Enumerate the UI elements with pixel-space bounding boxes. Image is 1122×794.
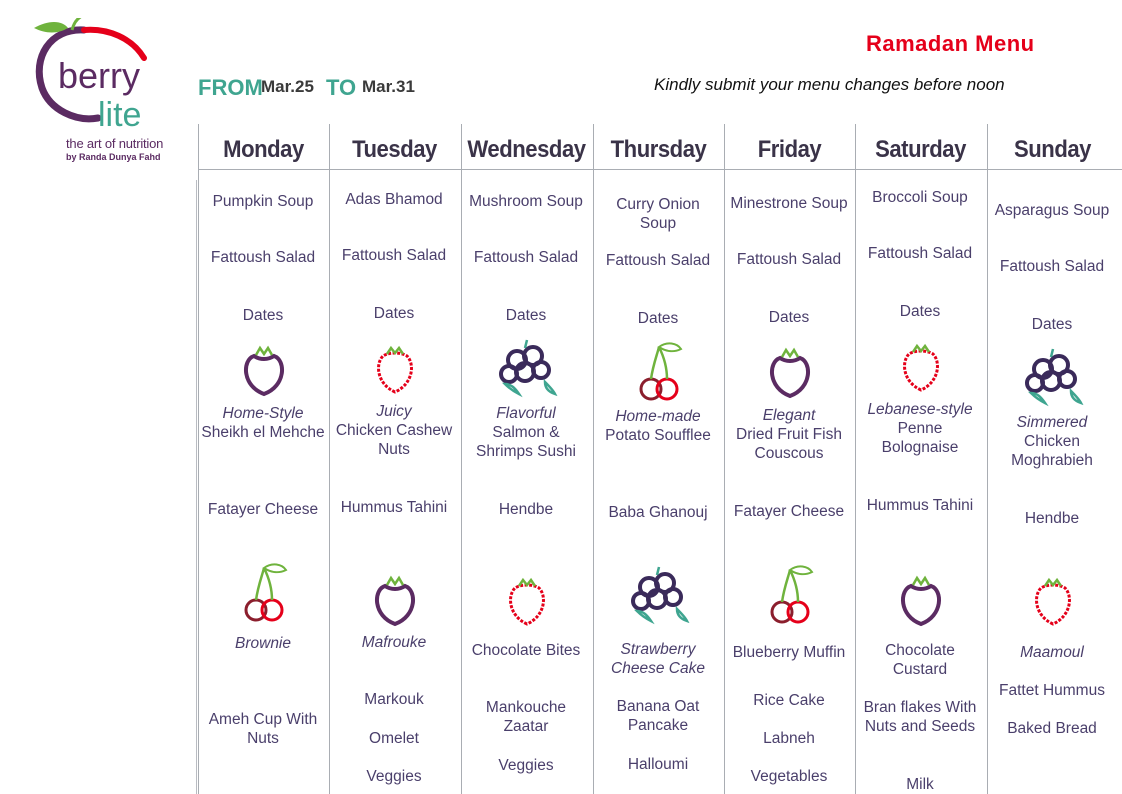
main-course — [858, 400, 982, 457]
dates-item: Dates — [768, 309, 810, 326]
suhoor-item: Baked Bread — [1007, 720, 1097, 737]
day-header-wednesday: Wednesday — [467, 136, 586, 163]
main-course-style: Home-made — [615, 408, 701, 425]
day-header-saturday: Saturday — [875, 136, 966, 163]
left-margin-panel — [0, 180, 197, 794]
soup-item: Adas Bhamod — [345, 191, 443, 208]
dates-item: Dates — [899, 303, 941, 320]
main-course-style: Elegant — [762, 407, 816, 424]
grid-line — [198, 124, 199, 794]
dates-item: Dates — [505, 307, 547, 324]
side-item: Hendbe — [1024, 510, 1080, 527]
main-course-style: Home-Style — [222, 405, 304, 422]
day-header-tuesday: Tuesday — [352, 136, 437, 163]
soup-item: Mushroom Soup — [469, 193, 583, 210]
main-course-name: Potato Soufflee — [605, 427, 711, 444]
main-course — [201, 404, 325, 442]
suhoor-item: Fattet Hummus — [999, 682, 1105, 699]
main-course-style: Simmered — [1016, 414, 1088, 431]
strawberry-icon — [363, 334, 427, 398]
side-item: Hummus Tahini — [340, 499, 448, 516]
strawberry-icon — [889, 332, 953, 396]
from-label: FROM — [198, 75, 263, 100]
main-course-name: Penne Bolognaise — [881, 420, 959, 456]
fig-icon — [758, 338, 822, 402]
side-item: Fatayer Cheese — [733, 503, 845, 520]
dessert-item: Strawberry Cheese Cake — [611, 641, 705, 677]
grid-line — [461, 124, 462, 794]
main-course — [332, 402, 456, 459]
soup-item: Asparagus Soup — [994, 202, 1110, 219]
grid-line — [855, 124, 856, 794]
dessert-item: Chocolate Bites — [471, 642, 581, 659]
main-course — [464, 404, 588, 461]
grapes-icon — [627, 563, 691, 627]
day-header-monday: Monday — [223, 136, 304, 163]
berry-lite-logo-icon — [28, 18, 168, 136]
grid-line — [987, 124, 988, 794]
soup-item: Curry Onion Soup — [616, 196, 700, 232]
side-item: Baba Ghanouj — [608, 504, 708, 521]
dessert-item: Maamoul — [1020, 644, 1084, 661]
suhoor-item: Vegetables — [750, 768, 828, 785]
dates-item: Dates — [373, 305, 415, 322]
fig-icon — [232, 336, 296, 400]
page-title: Ramadan Menu — [866, 31, 1035, 56]
logo-byline: by Randa Dunya Fahd — [66, 152, 161, 162]
salad-item: Fattoush Salad — [999, 258, 1105, 275]
to-label: TO — [326, 75, 357, 100]
day-header-friday: Friday — [757, 136, 822, 163]
dates-item: Dates — [242, 307, 284, 324]
grid-line — [329, 124, 330, 794]
main-course-style: Flavorful — [496, 405, 556, 422]
submission-note: Kindly submit your menu changes before noon — [654, 75, 1005, 94]
soup-item: Broccoli Soup — [872, 189, 968, 206]
from-date: Mar.25 — [261, 77, 314, 96]
suhoor-item: Rice Cake — [753, 692, 825, 709]
suhoor-item: Milk — [906, 776, 934, 793]
strawberry-icon — [495, 566, 559, 630]
logo-panel — [0, 0, 196, 180]
suhoor-item: Labneh — [763, 730, 815, 747]
soup-item: Pumpkin Soup — [212, 193, 314, 210]
cherry-icon — [758, 562, 822, 626]
main-course-name: Chicken Cashew Nuts — [335, 422, 453, 458]
header-divider — [198, 169, 1122, 170]
suhoor-item: Omelet — [369, 730, 419, 747]
salad-item: Fattoush Salad — [867, 245, 973, 262]
suhoor-item: Halloumi — [627, 756, 689, 773]
grapes-icon — [1021, 345, 1085, 409]
cherry-icon — [627, 339, 691, 403]
suhoor-item: Veggies — [366, 768, 422, 785]
dessert-item: Blueberry Muffin — [732, 644, 846, 661]
grapes-icon — [495, 336, 559, 400]
logo-tagline: the art of nutrition — [66, 136, 164, 151]
main-course — [727, 406, 851, 463]
main-course-name: Chicken Moghrabieh — [1011, 433, 1093, 469]
day-header-sunday: Sunday — [1014, 136, 1091, 163]
salad-item: Fattoush Salad — [473, 249, 579, 266]
salad-item: Fattoush Salad — [605, 252, 711, 269]
salad-item: Fattoush Salad — [210, 249, 316, 266]
dates-item: Dates — [637, 310, 679, 327]
dessert-item: Brownie — [235, 635, 291, 652]
suhoor-item: Mankouche Zaatar — [485, 699, 567, 735]
dessert-item: Mafrouke — [361, 634, 427, 651]
suhoor-item: Veggies — [498, 757, 554, 774]
main-course-style: Juicy — [376, 403, 412, 420]
to-date: Mar.31 — [362, 77, 415, 96]
side-item: Hendbe — [498, 501, 554, 518]
strawberry-icon — [1021, 566, 1085, 630]
main-course — [596, 407, 720, 445]
side-item: Fatayer Cheese — [207, 501, 319, 518]
main-course-style: Lebanese-style — [867, 401, 973, 418]
main-course-name: Salmon & Shrimps Sushi — [476, 424, 576, 460]
main-course-name: Sheikh el Mehche — [201, 424, 325, 441]
dates-item: Dates — [1031, 316, 1073, 333]
main-course-name: Dried Fruit Fish Couscous — [736, 426, 842, 462]
suhoor-item: Markouk — [364, 691, 424, 708]
salad-item: Fattoush Salad — [341, 247, 447, 264]
side-item: Hummus Tahini — [866, 497, 974, 514]
suhoor-item: Ameh Cup With Nuts — [208, 711, 318, 747]
logo-word-lite: lite — [98, 96, 142, 134]
logo-word-berry: berry — [58, 55, 141, 96]
suhoor-item: Bran flakes With Nuts and Seeds — [863, 699, 977, 735]
cherry-icon — [232, 560, 296, 624]
dessert-item: Chocolate Custard — [885, 642, 955, 678]
fig-icon — [889, 566, 953, 630]
fig-icon — [363, 566, 427, 630]
soup-item: Minestrone Soup — [730, 195, 848, 212]
day-header-thursday: Thursday — [610, 136, 707, 163]
main-course — [990, 413, 1114, 470]
suhoor-item: Banana Oat Pancake — [616, 698, 700, 734]
grid-line — [724, 124, 725, 794]
grid-line — [593, 124, 594, 794]
salad-item: Fattoush Salad — [736, 251, 842, 268]
